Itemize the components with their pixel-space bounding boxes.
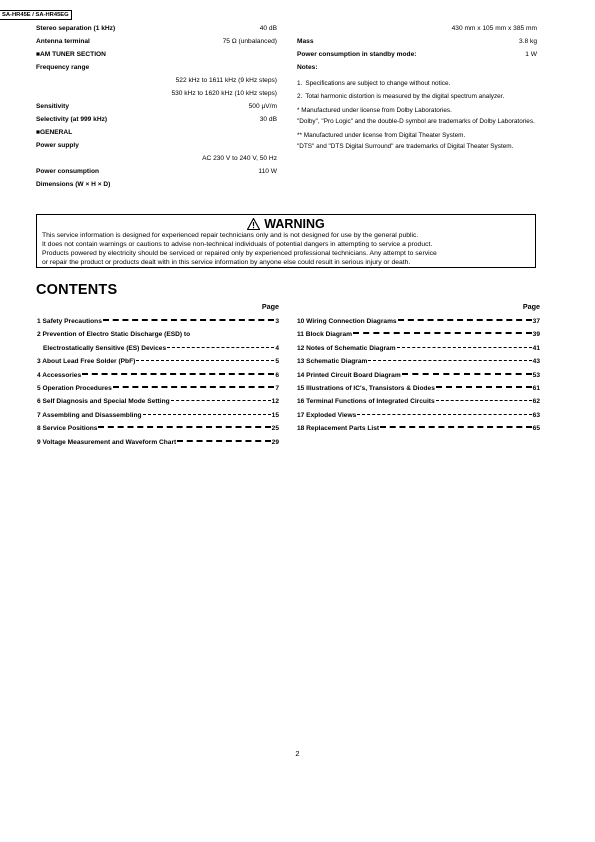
spec-mass bbox=[297, 38, 537, 51]
toc-page: 12 bbox=[271, 398, 279, 406]
toc-leader bbox=[167, 347, 274, 348]
note-1 bbox=[297, 78, 537, 89]
spec-selectivity bbox=[36, 116, 277, 129]
toc-entry[interactable] bbox=[37, 439, 279, 452]
spec-label: Frequency range bbox=[36, 64, 90, 71]
toc-right bbox=[297, 302, 540, 439]
toc-entry[interactable] bbox=[37, 372, 279, 385]
note-number: 2. bbox=[297, 93, 303, 100]
warning-line: Products powered by electricity should be serviced or repaired only by experienced professional technicians. Any attempt to service bbox=[42, 250, 437, 257]
spec-power-consumption bbox=[36, 168, 277, 181]
toc-label: 2 Prevention of Electro Static Discharge (ESD) to bbox=[37, 331, 191, 339]
toc-label: Electrostatically Sensitive (ES) Devices bbox=[43, 344, 167, 352]
toc-label: 14 Printed Circuit Board Diagram bbox=[297, 371, 401, 379]
dolby-trademark: "Dolby", "Pro Logic" and the double-D symbol are trademarks of Dolby Laboratories. bbox=[297, 118, 535, 125]
spec-label: Selectivity (at 999 kHz) bbox=[36, 116, 108, 123]
warning-box bbox=[36, 214, 536, 268]
toc-leader bbox=[380, 426, 532, 428]
toc-page: 4 bbox=[275, 344, 279, 352]
section-heading: ■GENERAL bbox=[36, 129, 73, 136]
toc-page: 15 bbox=[271, 411, 279, 419]
warning-line: or repair the product or products dealt with in this service information by anyone else could result in serious injury or death. bbox=[42, 259, 411, 266]
toc-label: 10 Wiring Connection Diagrams bbox=[297, 318, 397, 325]
spec-value: 40 dB bbox=[259, 25, 277, 32]
spec-dimensions-value bbox=[297, 25, 537, 38]
toc-label: 13 Schematic Diagram bbox=[297, 358, 368, 366]
section-heading: ■AM TUNER SECTION bbox=[36, 51, 106, 58]
spec-stereo-separation bbox=[36, 25, 277, 38]
toc-entry[interactable] bbox=[37, 385, 279, 398]
toc-label: 15 Illustrations of IC's, Transistors & Diodes bbox=[297, 384, 435, 392]
toc-label: 7 Assembling and Disassembling bbox=[37, 411, 142, 419]
toc-entry[interactable] bbox=[37, 425, 279, 438]
spec-subvalue: 530 kHz to 1620 kHz (10 kHz steps) bbox=[171, 90, 277, 97]
toc-label: 5 Operation Procedures bbox=[37, 384, 112, 392]
toc-entry[interactable] bbox=[297, 385, 540, 398]
toc-page: 25 bbox=[271, 425, 279, 433]
spec-subvalue: AC 230 V to 240 V, 50 Hz bbox=[202, 155, 277, 162]
toc-page: 6 bbox=[275, 371, 279, 379]
spec-antenna-terminal bbox=[36, 38, 277, 51]
toc-entry[interactable] bbox=[37, 398, 279, 411]
specs-right bbox=[297, 25, 537, 152]
toc-leader bbox=[402, 373, 532, 375]
toc-entry[interactable] bbox=[37, 345, 279, 358]
toc-entry[interactable] bbox=[297, 358, 540, 371]
toc-leader bbox=[136, 360, 274, 361]
toc-label: 16 Terminal Functions of Integrated Circuits bbox=[297, 398, 435, 406]
toc-leader bbox=[397, 347, 532, 348]
model-tag: SA-HR45E / SA-HR45EG bbox=[0, 10, 72, 20]
toc-leader bbox=[436, 386, 532, 388]
toc-entry[interactable] bbox=[297, 318, 540, 331]
toc-page: 5 bbox=[275, 358, 279, 366]
spec-label: Power consumption bbox=[36, 168, 100, 175]
warning-triangle-icon bbox=[247, 218, 260, 230]
toc-leader bbox=[113, 386, 275, 388]
toc-label: 1 Safety Precautions bbox=[37, 318, 102, 325]
toc-entry[interactable] bbox=[297, 345, 540, 358]
toc-label: 11 Block Diagram bbox=[297, 331, 352, 339]
toc-page: 65 bbox=[532, 425, 540, 433]
note-number: 1. bbox=[297, 80, 303, 87]
toc-page: 3 bbox=[275, 318, 279, 325]
toc-label: 3 About Lead Free Solder (PbF) bbox=[37, 358, 136, 366]
dts-trademark: "DTS" and "DTS Digital Surround" are trademarks of Digital Theater System. bbox=[297, 143, 514, 150]
warning-title: WARNING bbox=[264, 217, 325, 231]
toc-leader bbox=[436, 400, 532, 401]
spec-dimensions bbox=[36, 181, 277, 194]
spec-value: 1 W bbox=[525, 51, 537, 58]
toc-leader bbox=[357, 414, 531, 415]
spec-standby bbox=[297, 51, 537, 64]
toc-page: 62 bbox=[532, 398, 540, 406]
toc-label: 6 Self Diagnosis and Special Mode Setting bbox=[37, 398, 170, 406]
toc-leader bbox=[368, 360, 531, 361]
spec-frequency-range bbox=[36, 64, 277, 77]
general-section-heading bbox=[36, 129, 277, 142]
spec-label: Power supply bbox=[36, 142, 79, 149]
note-text: Total harmonic distortion is measured by the digital spectrum analyzer. bbox=[305, 93, 505, 100]
toc-label: 8 Service Positions bbox=[37, 425, 98, 433]
toc-leader bbox=[82, 373, 274, 375]
notes-title-row bbox=[297, 64, 537, 77]
dts-license: ** Manufactured under license from Digital Theater System. bbox=[297, 132, 466, 139]
toc-leader bbox=[353, 332, 532, 334]
toc-page: 53 bbox=[532, 371, 540, 379]
spec-label: Dimensions (W × H × D) bbox=[36, 181, 111, 188]
spec-value: 3.8 kg bbox=[519, 38, 537, 45]
toc-label: 17 Exploded Views bbox=[297, 411, 357, 419]
toc-page: 61 bbox=[532, 384, 540, 392]
toc-page: 63 bbox=[532, 411, 540, 419]
page-number: 2 bbox=[295, 749, 300, 758]
notes-title: Notes: bbox=[297, 64, 318, 71]
toc-entry[interactable] bbox=[297, 425, 540, 438]
note-text: Specifications are subject to change without notice. bbox=[305, 80, 451, 87]
toc-page-header: Page bbox=[261, 302, 279, 311]
toc-leader bbox=[103, 319, 274, 321]
dolby-license: * Manufactured under license from Dolby Laboratories. bbox=[297, 107, 452, 114]
toc-entry[interactable] bbox=[297, 331, 540, 344]
spec-subvalue: 522 kHz to 1611 kHz (9 kHz steps) bbox=[175, 77, 277, 84]
toc-page: 37 bbox=[532, 318, 540, 325]
toc-label: 18 Replacement Parts List bbox=[297, 425, 380, 433]
toc-page: 41 bbox=[532, 344, 540, 352]
spec-label: Stereo separation (1 kHz) bbox=[36, 25, 116, 32]
warning-title-row bbox=[42, 217, 530, 231]
spec-power-supply bbox=[36, 142, 277, 155]
toc-entry[interactable] bbox=[297, 398, 540, 411]
spec-label: Antenna terminal bbox=[36, 38, 90, 45]
note-2 bbox=[297, 91, 537, 102]
spec-label: Sensitivity bbox=[36, 103, 69, 110]
toc-page-header: Page bbox=[522, 302, 540, 311]
toc-leader bbox=[98, 426, 270, 428]
warning-line: It does not contain warnings or cautions to advise non-technical individuals of potential dangers in attempting to service a product. bbox=[42, 241, 433, 248]
toc-entry[interactable] bbox=[37, 412, 279, 425]
am-section-heading bbox=[36, 51, 277, 64]
spec-value: 110 W bbox=[258, 168, 277, 175]
toc-label: 12 Notes of Schematic Diagram bbox=[297, 344, 396, 352]
spec-value: 500 µV/m bbox=[248, 103, 277, 110]
toc-page: 29 bbox=[271, 438, 279, 446]
toc-entry[interactable] bbox=[37, 318, 279, 331]
spec-label: Mass bbox=[297, 38, 314, 45]
toc-left bbox=[37, 302, 279, 452]
toc-label: 9 Voltage Measurement and Waveform Chart bbox=[37, 438, 177, 446]
toc-label: 4 Accessories bbox=[37, 371, 82, 379]
contents-title: CONTENTS bbox=[36, 282, 118, 298]
toc-entry[interactable] bbox=[37, 358, 279, 371]
spec-label: Power consumption in standby mode: bbox=[297, 51, 417, 58]
toc-page: 7 bbox=[275, 384, 279, 392]
toc-leader bbox=[177, 440, 270, 442]
toc-leader bbox=[398, 319, 532, 321]
toc-page: 39 bbox=[532, 331, 540, 339]
spec-value: 75 Ω (unbalanced) bbox=[222, 38, 277, 45]
spec-value: 430 mm x 105 mm x 385 mm bbox=[451, 25, 537, 32]
toc-leader bbox=[143, 414, 271, 415]
toc-entry[interactable] bbox=[297, 372, 540, 385]
spec-value: 30 dB bbox=[259, 116, 277, 123]
warning-line: This service information is designed for experienced repair technicians only and is not designed for use by the general public. bbox=[42, 232, 419, 239]
toc-entry[interactable] bbox=[37, 331, 279, 344]
toc-leader bbox=[171, 400, 271, 401]
toc-page: 43 bbox=[532, 358, 540, 366]
spec-sensitivity bbox=[36, 103, 277, 116]
toc-entry[interactable] bbox=[297, 412, 540, 425]
specs-left bbox=[36, 25, 277, 194]
